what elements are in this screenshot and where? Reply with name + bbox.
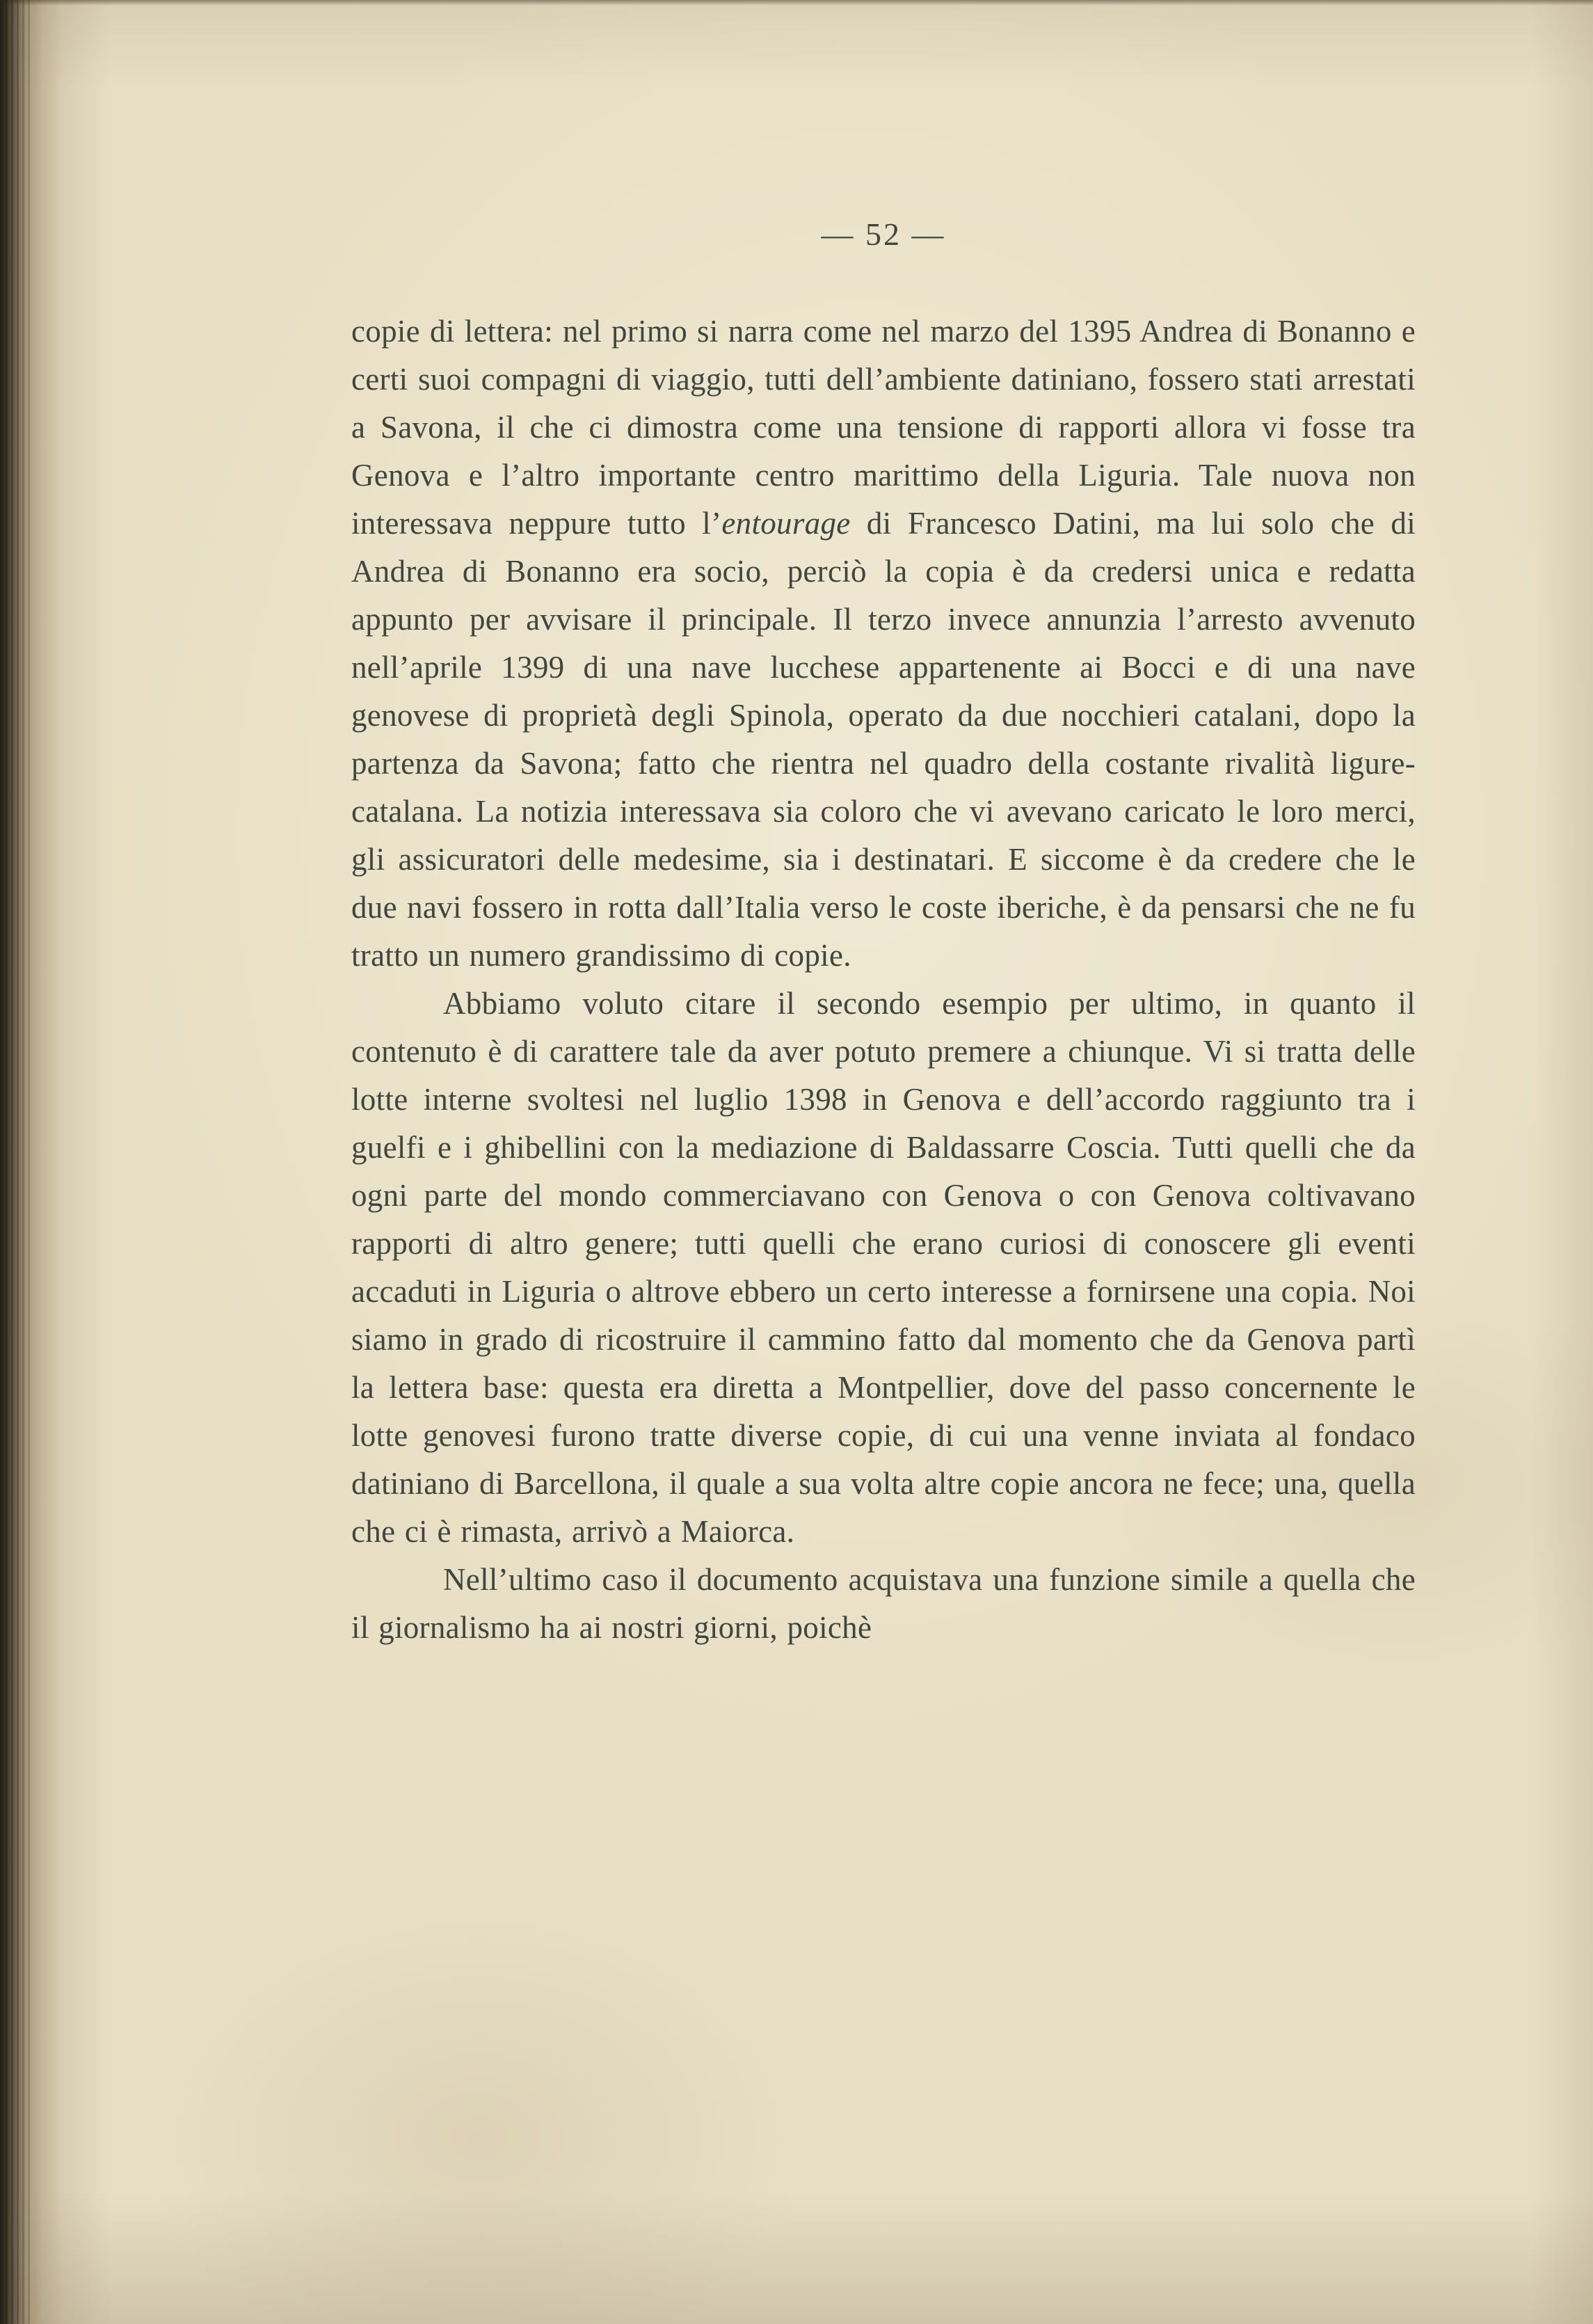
paragraph-1 bbox=[351, 308, 1416, 980]
paragraph-2: Abbiamo voluto citare il secondo esempio per ultimo, in quanto il contenuto è di carattere tale da aver potuto premere a chiunque. Vi si tratta delle lotte interne svoltesi nel luglio 1398 in Genova e dell’accordo raggiunto tra i guelfi e i ghibellini con la mediazione di Baldassarre Coscia. Tutti quelli che da ogni parte del mondo commerciavano con Genova o con Genova coltivavano rapporti di altro genere; tutti quelli che erano curiosi di conoscere gli eventi accaduti in Liguria o altrove ebbero un certo interesse a fornirsene una copia. Noi siamo in grado di ricostruire il cammino fatto dal momento che da Genova partì la lettera base: questa era diretta a Montpellier, dove del passo concernente le lotte genovesi furono tratte diverse copie, di cui una venne inviata al fondaco datiniano di Barcellona, il quale a sua volta altre copie ancora ne fece; una, quella che ci è rimasta, arrivò a Maiorca. bbox=[351, 986, 1416, 1549]
binding-edge bbox=[0, 0, 63, 2324]
paragraph-1-text-before: copie di lettera: nel primo si narra come nel marzo del 1395 Andrea di Bonanno e certi suoi compagni di viaggio, tutti dell’ambiente datiniano, fossero stati arrestati a Savona, il che ci dimostra come una tensione di rapporti allora vi fosse tra Genova e l’altro importante centro marittimo della Liguria. Tale nuova non interessava neppure tutto l’ bbox=[351, 314, 1416, 541]
page-top-shadow bbox=[0, 0, 1593, 6]
paragraph-1-text-after: di Francesco Datini, ma lui solo che di Andrea di Bonanno era socio, perciò la copia è da credersi unica e redatta appunto per avvisare il principale. Il terzo invece annunzia l’arresto avvenuto nell’aprile 1399 di una nave lucchese appartenente ai Bocci e di una nave genovese di proprietà degli Spinola, operato da due nocchieri catalani, dopo la partenza da Savona; fatto che rientra nel quadro della costante rivalità ligure-catalana. La notizia interessava sia coloro che vi avevano caricato le loro merci, gli assicuratori delle medesime, sia i destinatari. E siccome è da credere che le due navi fossero in rotta dall’Italia verso le coste iberiche, è da pensarsi che ne fu tratto un numero grandissimo di copie. bbox=[351, 506, 1416, 973]
paragraph-3: Nell’ultimo caso il documento acquistava una funzione simile a quella che il giornalismo ha ai nostri giorni, poichè bbox=[351, 1562, 1416, 1645]
page-number: — 52 — bbox=[821, 216, 946, 252]
paragraph-1-italic-word: entourage bbox=[721, 506, 851, 541]
text-block bbox=[351, 308, 1416, 1652]
